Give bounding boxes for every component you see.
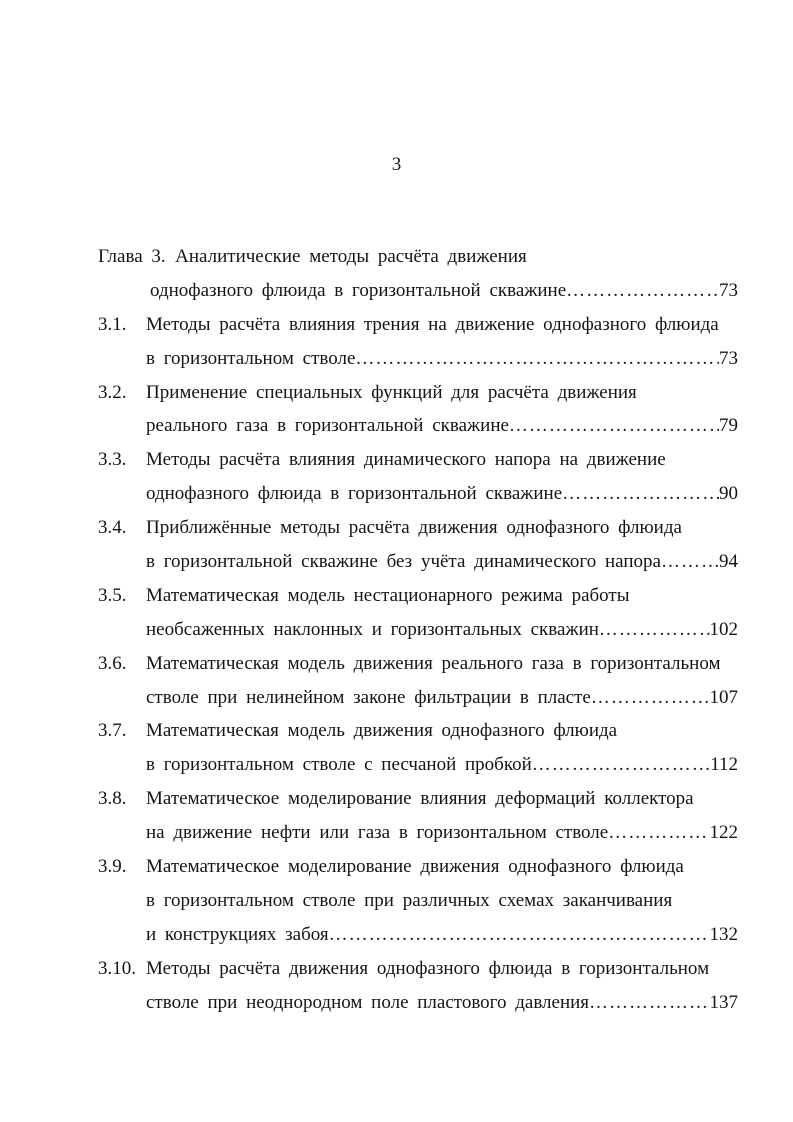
dot-leader	[599, 613, 710, 647]
toc-entry-3-7-line2	[98, 748, 738, 782]
toc-entry-3-6-line2	[98, 681, 738, 715]
toc-entry-3-10-line2	[98, 986, 738, 1020]
entry-text: необсаженных наклонных и горизонтальных скважин	[146, 618, 599, 640]
toc-entry-3-4-line1	[98, 511, 738, 545]
page-number: 3	[391, 154, 402, 175]
entry-text: в горизонтальном стволе	[146, 347, 356, 369]
entry-text: Методы расчёта движения однофазного флюида в горизонтальном	[146, 957, 710, 979]
entry-text: Методы расчёта влияния динамического напора на движение	[146, 449, 666, 471]
entry-text: Приближённые методы расчёта движения однофазного флюида	[146, 517, 682, 539]
chapter-heading-line2	[98, 274, 738, 308]
toc-entry-3-8-line2	[98, 816, 738, 850]
entry-page: 79	[719, 415, 738, 437]
chapter-heading-line	[98, 240, 738, 274]
toc-entry-3-9-line1	[98, 850, 738, 884]
chapter-title-line2: однофазного флюида в горизонтальной скважине	[150, 279, 567, 301]
dot-leader	[566, 274, 719, 308]
dot-leader	[532, 748, 710, 782]
entry-number: 3.6.	[98, 652, 127, 674]
toc-entry-3-4-line2	[98, 545, 738, 579]
entry-number: 3.8.	[98, 788, 127, 810]
entry-text: Математическое моделирование движения однофазного флюида	[146, 856, 684, 878]
toc-entry-3-1-line1	[98, 308, 738, 342]
toc-entry-3-8-line1	[98, 782, 738, 816]
entry-number: 3.2.	[98, 381, 127, 403]
entry-number: 3.10.	[98, 957, 136, 979]
dot-leader	[608, 816, 709, 850]
entry-text: Применение специальных функций для расчёта движения	[146, 381, 637, 403]
chapter-page: 73	[719, 279, 738, 301]
entry-text: Математическая модель движения однофазного флюида	[146, 720, 618, 742]
toc-entry-3-5-line1	[98, 579, 738, 613]
toc-entry-3-3-line1	[98, 443, 738, 477]
dot-leader	[509, 409, 719, 443]
entry-page: 107	[709, 686, 738, 708]
toc-entry-3-5-line2	[98, 613, 738, 647]
entry-page: 102	[709, 618, 738, 640]
entry-text: Методы расчёта влияния трения на движение однофазного флюида	[146, 313, 719, 335]
entry-text: реального газа в горизонтальной скважине	[146, 415, 509, 437]
toc-entry-3-9-line2	[98, 884, 738, 918]
toc-entry-3-7-line1	[98, 714, 738, 748]
toc-entry-3-3-line2	[98, 477, 738, 511]
entry-text: в горизонтальном стволе при различных схемах заканчивания	[146, 889, 673, 911]
entry-page: 137	[709, 991, 738, 1013]
dot-leader	[591, 681, 710, 715]
table-of-contents	[98, 240, 738, 1019]
toc-entry-3-9-line3	[98, 918, 738, 952]
entry-number: 3.4.	[98, 517, 127, 539]
entry-number: 3.5.	[98, 584, 127, 606]
entry-text: Математическая модель движения реального газа в горизонтальном	[146, 652, 721, 674]
entry-number: 3.7.	[98, 720, 127, 742]
entry-page: 90	[719, 483, 738, 505]
dot-leader	[562, 477, 719, 511]
entry-text: однофазного флюида в горизонтальной скважине	[146, 483, 563, 505]
toc-entry-3-6-line1	[98, 647, 738, 681]
entry-text: стволе при неоднородном поле пластового давления	[146, 991, 590, 1013]
entry-page: 132	[709, 923, 738, 945]
entry-page: 112	[710, 754, 738, 776]
chapter-title-line1: Аналитические методы расчёта движения	[175, 246, 527, 267]
toc-entry-3-10-line1	[98, 952, 738, 986]
entry-text: в горизонтальной скважине без учёта динамического напора	[146, 551, 661, 573]
entry-text: в горизонтальном стволе с песчаной пробкой	[146, 754, 532, 776]
entry-number: 3.9.	[98, 856, 127, 878]
dot-leader	[355, 342, 719, 376]
entry-text: Математическое моделирование влияния деформаций коллектора	[146, 788, 694, 810]
chapter-label: Глава 3.	[98, 246, 166, 267]
entry-text: стволе при нелинейном законе фильтрации в пласте	[146, 686, 591, 708]
entry-text: и конструкциях забоя	[146, 923, 329, 945]
entry-page: 122	[709, 822, 738, 844]
dot-leader	[661, 545, 719, 579]
entry-text: Математическая модель нестационарного режима работы	[146, 584, 630, 606]
entry-number: 3.1.	[98, 313, 127, 335]
entry-number: 3.3.	[98, 449, 127, 471]
entry-page: 94	[719, 551, 738, 573]
dot-leader	[329, 918, 710, 952]
toc-entry-3-1-line2	[98, 342, 738, 376]
entry-page: 73	[719, 347, 738, 369]
toc-entry-3-2-line1	[98, 376, 738, 410]
entry-text: на движение нефти или газа в горизонтальном стволе	[146, 822, 609, 844]
toc-entry-3-2-line2	[98, 409, 738, 443]
dot-leader	[589, 986, 709, 1020]
